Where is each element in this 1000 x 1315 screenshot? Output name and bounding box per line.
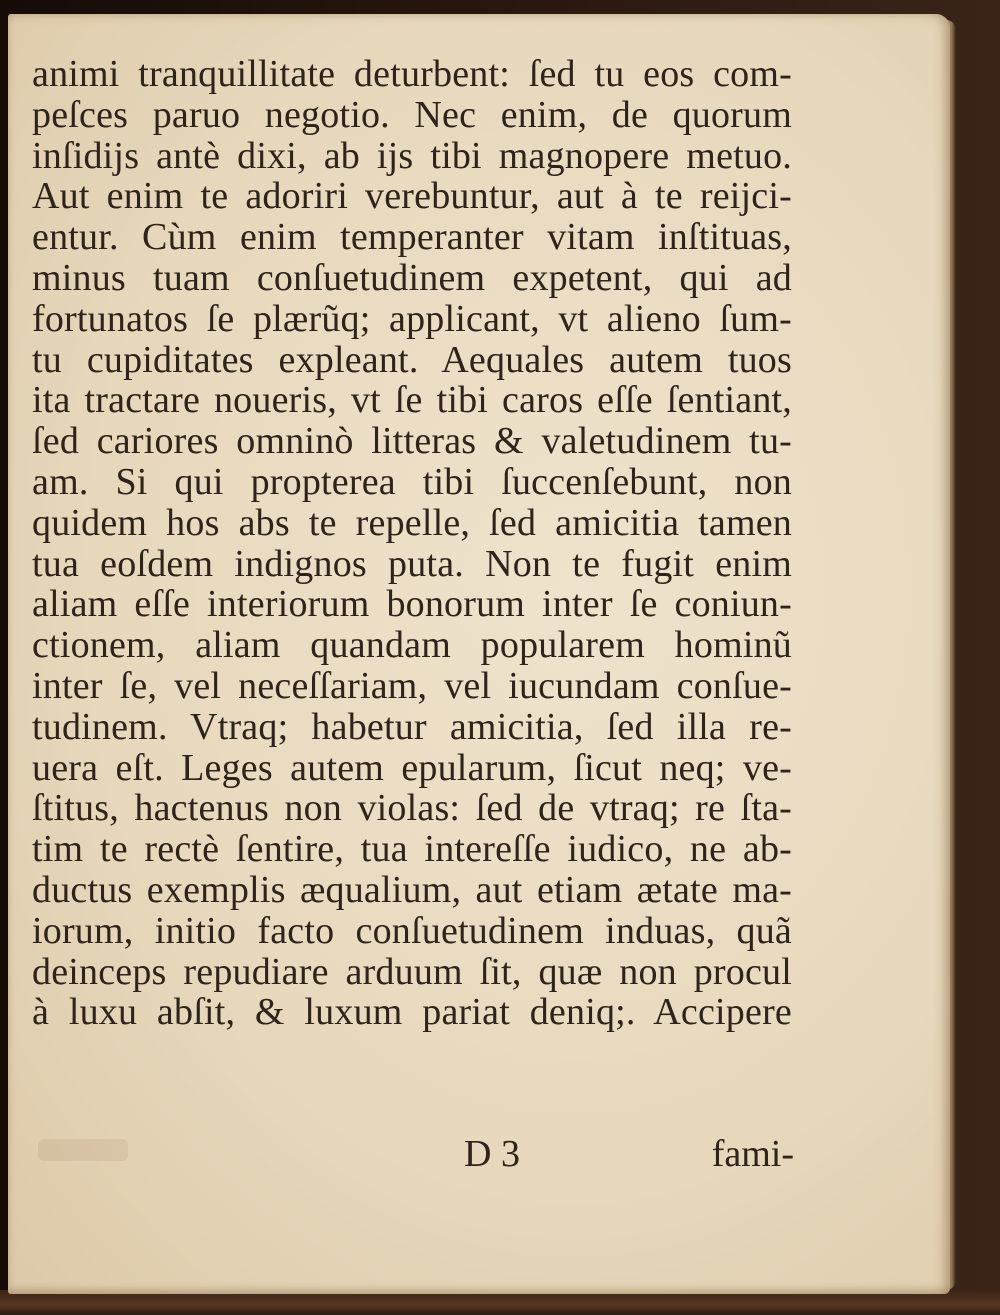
text-line: inſidijs antè dixi, ab ijs tibi magnopere metuo. — [32, 134, 792, 177]
catchword: fami- — [711, 1133, 794, 1175]
text-line: ductus exemplis æqualium, aut etiam ætate ma- — [32, 868, 792, 911]
text-line: deinceps repudiare arduum ſit, quæ non procul — [32, 950, 792, 993]
book-page — [8, 14, 950, 1294]
text-line: iorum, initio facto conſuetudinem induas, quã — [32, 909, 792, 952]
text-line: ſed cariores omninò litteras & valetudinem tu- — [32, 420, 792, 463]
text-line: tim te rectè ſentire, tua intereſſe iudico, ne ab- — [32, 828, 792, 871]
text-line: tudinem. Vtraq; habetur amicitia, ſed illa re- — [32, 705, 792, 748]
text-line: Aut enim te adoriri verebuntur, aut à te reijci- — [32, 175, 792, 218]
text-line: tu cupiditates expleant. Aequales autem tuos — [32, 338, 792, 381]
text-line: am. Si qui propterea tibi ſuccenſebunt, non — [32, 460, 792, 503]
text-line: à luxu abſit, & luxum pariat deniq;. Accipere — [32, 991, 792, 1034]
text-line: animi tranquillitate deturbent: ſed tu eos com- — [32, 53, 792, 95]
text-line: minus tuam conſuetudinem expetent, qui ad — [32, 256, 792, 299]
signature-mark: D 3 — [464, 1133, 520, 1175]
text-line: fortunatos ſe plærũq; applicant, vt alieno ſum- — [32, 297, 792, 340]
text-line: peſces paruo negotio. Nec enim, de quorum — [32, 93, 792, 136]
text-line: quidem hos abs te repelle, ſed amicitia tamen — [32, 501, 792, 544]
text-line: ctionem, aliam quandam popularem hominũ — [32, 624, 792, 667]
text-line: ita tractare noueris, vt ſe tibi caros eſſe ſentiant, — [32, 379, 792, 422]
text-line: tua eoſdem indignos puta. Non te fugit enim — [32, 542, 792, 585]
text-line: entur. Cùm enim temperanter vitam inſtituas, — [32, 216, 792, 259]
text-line: uera eſt. Leges autem epularum, ſicut neq; ve- — [32, 746, 792, 789]
text-line: inter ſe, vel neceſſariam, vel iucundam conſue- — [32, 664, 792, 707]
text-line: ſtitus, hactenus non violas: ſed de vtraq; re ſta- — [32, 787, 792, 830]
page-footer — [32, 1132, 792, 1176]
body-text — [32, 54, 792, 1033]
text-line: aliam eſſe interiorum bonorum inter ſe coniun- — [32, 583, 792, 626]
